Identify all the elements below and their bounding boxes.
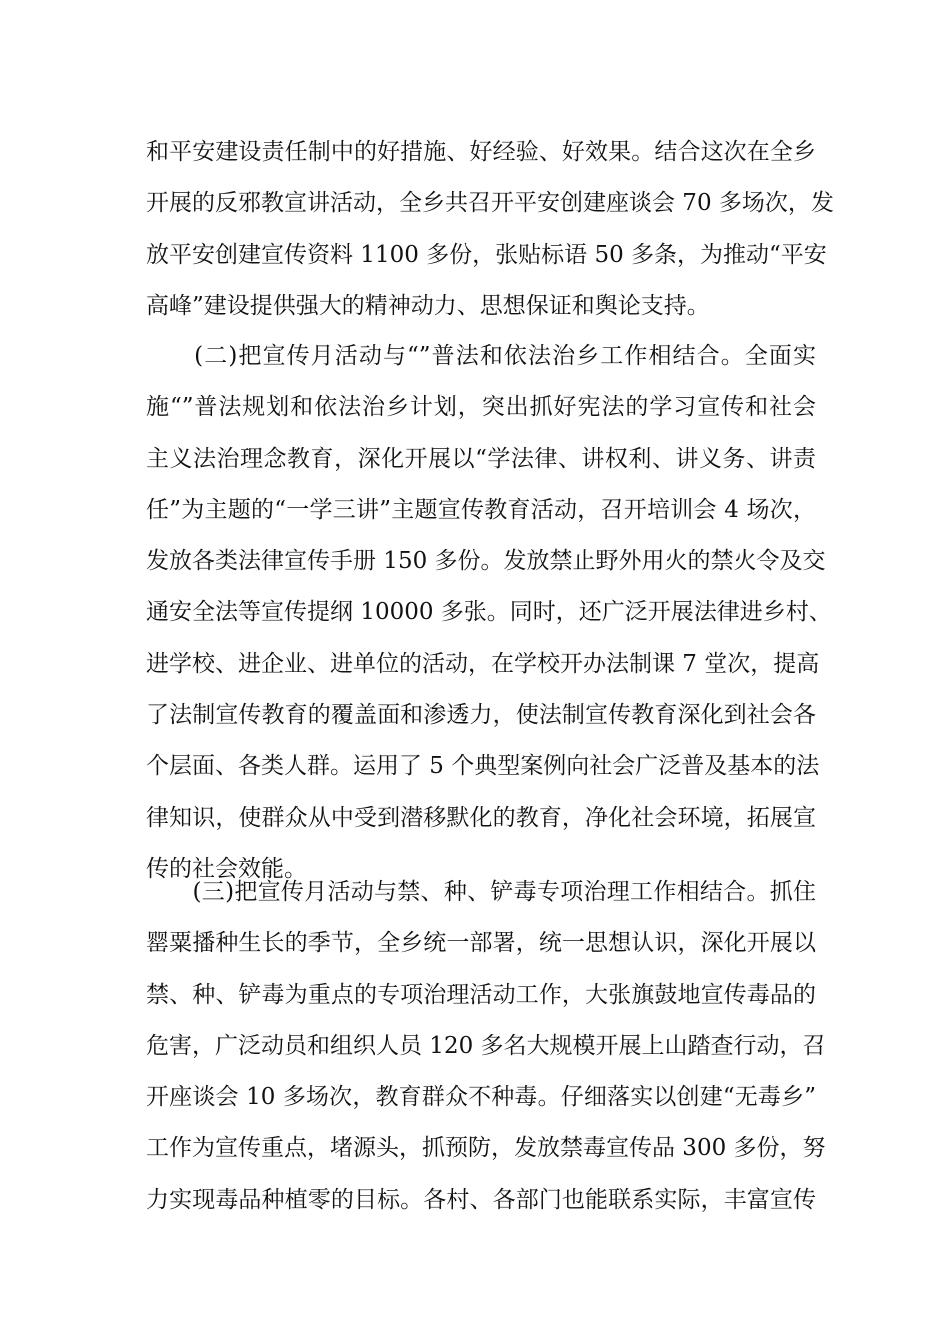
text-line: 和平安建设责任制中的好措施、好经验、好效果。结合这次在全乡 [146, 139, 816, 165]
text-line: 力实现毒品种植零的目标。各村、各部门也能联系实际，丰富宣传 [146, 1186, 816, 1213]
text-line: 个层面、各类人群。运用了 5 个典型案例向社会广泛普及基本的法 [146, 753, 820, 780]
text-line: 传的社会效能。 [146, 855, 307, 882]
paragraph-drug-control [146, 867, 826, 1226]
paragraph-legal-education [146, 331, 832, 895]
text-line: 任”为主题的“一学三讲”主题宣传教育活动，召开培训会 4 场次， [146, 496, 816, 523]
text-line: 高峰”建设提供强大的精神动力、思想保证和舆论支持。 [146, 292, 710, 319]
text-line: (二)把宣传月活动与“”普法和依法治乡工作相结合。全面实 [146, 343, 816, 369]
text-line: 罂粟播种生长的季节，全乡统一部署，统一思想认识，深化开展以 [146, 930, 816, 957]
text-line: 危害，广泛动员和组织人员 120 多名大规模开展上山踏查行动，召 [146, 1032, 826, 1059]
text-line: 律知识，使群众从中受到潜移默化的教育，净化社会环境，拓展宣 [146, 804, 816, 831]
text-line: 施“”普法规划和依法治乡计划，突出抓好宪法的学习宣传和社会 [146, 394, 816, 421]
text-line: 放平安创建宣传资料 1100 多份，张贴标语 50 多条，为推动“平安 [146, 241, 827, 268]
text-line: 主义法治理念教育，深化开展以“学法律、讲权利、讲义务、讲责 [146, 445, 816, 472]
text-line: 禁、种、铲毒为重点的专项治理活动工作，大张旗鼓地宣传毒品的 [146, 981, 816, 1008]
text-line: 了法制宣传教育的覆盖面和渗透力，使法制宣传教育深化到社会各 [146, 702, 816, 729]
text-line: (三)把宣传月活动与禁、种、铲毒专项治理工作相结合。抓住 [146, 879, 816, 905]
text-line: 开座谈会 10 多场次，教育群众不种毒。仔细落实以创建“无毒乡” [146, 1084, 816, 1111]
text-line: 进学校、进企业、进单位的活动，在学校开办法制课 7 堂次，提高 [146, 650, 820, 677]
text-line: 通安全法等宣传提纲 10000 多张。同时，还广泛开展法律进乡村、 [146, 599, 832, 626]
text-line: 发放各类法律宣传手册 150 多份。发放禁止野外用火的禁火令及交 [146, 548, 826, 575]
paragraph-safety-publicity [146, 127, 834, 332]
text-line: 开展的反邪教宣讲活动，全乡共召开平安创建座谈会 70 多场次，发 [146, 190, 834, 217]
text-line: 工作为宣传重点，堵源头，抓预防，发放禁毒宣传品 300 多份，努 [146, 1135, 826, 1162]
